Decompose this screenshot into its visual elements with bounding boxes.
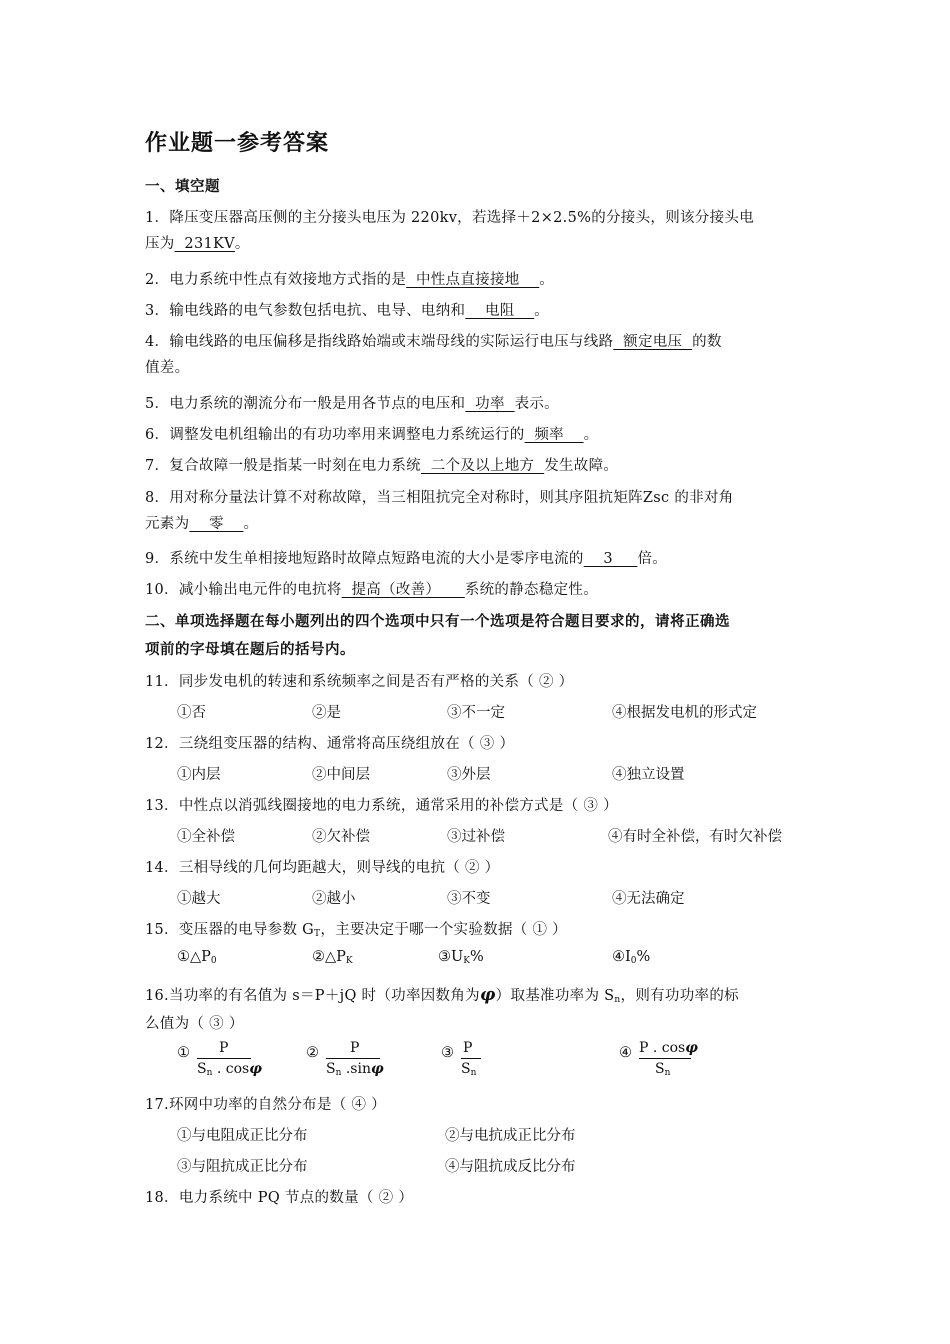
- answer-10: 提高（改善）: [341, 582, 465, 598]
- question-9: 9．系统中发生单相接地短路时故障点短路电流的大小是零序电流的 3 倍。: [145, 551, 668, 567]
- question-1-line-2: 压为 231KV。: [145, 236, 250, 252]
- q15-option-1: $①\triangle P_0$: [177, 949, 217, 966]
- q17-option-3: ③与阻抗成正比分布: [177, 1159, 308, 1175]
- q13-option-1: ①全补偿: [177, 829, 235, 845]
- q11-option-3: ③不一定: [447, 705, 505, 721]
- question-12: 12．三绕组变压器的结构、通常将高压绕组放在（ ③ ）: [145, 736, 515, 752]
- question-10: 10．减小输出电元件的电抗将 提高（改善） 系统的静态稳定性。: [145, 582, 599, 598]
- answer-5: 功率: [465, 396, 515, 412]
- question-4-line-2: 值差。: [145, 360, 190, 376]
- q14-option-1: ①越大: [177, 891, 221, 907]
- q15-option-4: $④I_0\%$: [612, 949, 651, 966]
- answer-7: 二个及以上地方: [420, 458, 545, 474]
- answer-9: 3: [583, 551, 638, 567]
- section-2-heading-line-1: 二、单项选择题在每小题列出的四个选项中只有一个选项是符合题目要求的，请将正确选: [145, 614, 730, 630]
- q12-option-2: ②中间层: [312, 767, 370, 783]
- q14-option-2: ②越小: [312, 891, 356, 907]
- question-16-line-1: 16.当功率的有名值为 s＝P＋jQ 时（功率因数角为φ）取基准功率为 $S_n$，则有功功率的标: [145, 985, 739, 1005]
- question-7: 7．复合故障一般是指某一时刻在电力系统 二个及以上地方 发生故障。: [145, 458, 619, 474]
- q17-option-4: ④与阻抗成反比分布: [445, 1159, 576, 1175]
- q17-option-2: ②与电抗成正比分布: [445, 1128, 576, 1144]
- question-11: 11．同步发电机的转速和系统频率之间是否有严格的关系（ ② ）: [145, 674, 574, 690]
- section-2-heading-line-2: 项前的字母填在题后的括号内。: [145, 642, 355, 658]
- question-2: 2．电力系统中性点有效接地方式指的是 中性点直接接地 。: [145, 272, 554, 288]
- q13-option-4: ④有时全补偿，有时欠补偿: [608, 829, 782, 845]
- q12-option-3: ③外层: [447, 767, 491, 783]
- q17-option-1: ①与电阻成正比分布: [177, 1128, 308, 1144]
- question-3: 3．输电线路的电气参数包括电抗、电导、电纳和 电阻 。: [145, 303, 550, 319]
- question-8-line-1: 8．用对称分量法计算不对称故障，当三相阻抗完全对称时，则其序阻抗矩阵Zsc 的非对角: [145, 490, 734, 506]
- question-14: 14．三相导线的几何均距越大，则导线的电抗（ ② ）: [145, 860, 500, 876]
- section-1-heading: 一、填空题: [145, 179, 220, 195]
- q13-option-3: ③过补偿: [447, 829, 505, 845]
- question-5: 5．电力系统的潮流分布一般是用各节点的电压和 功率 表示。: [145, 396, 559, 412]
- q12-option-1: ①内层: [177, 767, 221, 783]
- question-6: 6．调整发电机组输出的有功功率用来调整电力系统运行的 频率 。: [145, 427, 599, 443]
- document-page: 作业题一参考答案 一、填空题 1．降压变压器高压侧的主分接头电压为 220kv，若选择＋2×2.5%的分接头，则该分接头电 压为 231KV。 2．电力系统中性点有效接地方式指的是 中性点直接接地 。 3．输电线路的电气参数包括电抗、电导、电纳和 电阻 。 4．输电线路的电压偏移是指线路始端或末端母线的实际运行电压与线路 额定电压 的数 值差。 5．电力系统的潮流分布一般是用各节点的电压和 功率 表示。 6．调整发电机组输出的有功功率用来调整电力系统运行的 频率 。 7．复合故障一般是指某一时刻在电力系统 二个及以上地方 发生故障。 8．用对称分量法计算不对称故障，当三相阻抗完全对称时，则其序阻抗矩阵Zsc 的非对角 元素为 零 。 9．系统中发生单相接地短路时故障点短路电流的大小是零序电流的 3 倍。 10．减小输出电元件的电抗将 提高（改善） 系统的静态稳定性。 二、单项选择题在每小题列出的四个选项中只有一个选项是符合题目要求的，请将正确选 项前的字母填在题后的括号内。 11．同步发电机的转速和系统频率之间是否有严格的关系（ ② ） ①否 ②是 ③不一定 ④根据发电机的形式定 12．三绕组变压器的结构、通常将高压绕组放在（ ③ ） ①内层 ②中间层 ③外层 ④独立设置 13．中性点以消弧线圈接地的电力系统，通常采用的补偿方式是（ ③ ） ①全补偿 ②欠补偿 ③过补偿 ④有时全补偿，有时欠补偿 14．三相导线的几何均距越大，则导线的电抗（ ② ） ①越大 ②越小 ③不变 ④无法确定 15．变压器的电导参数 $G_T$，主要决定于哪一个实验数据（ ① ） $①\triangle P_0$ $②\triangle P_K$ $③U_K\%$ $④I_0\%$ 16.当功率的有名值为 s＝P＋jQ 时（功率因数角为φ）取基准功率为 $S_n$，则有功功率的标 么值为（ ③ ） ① P $S_n$ . cosφ ② P $S_n$ .sinφ ③ P $S_n$ ④ P . cosφ $S_n$ 17.环网中功率的自然分布是（ ④ ） ①与电阻成正比分布 ②与电抗成正比分布 ③与阻抗成正比分布 ④与阻抗成反比分布 18．电力系统中 PQ 节点的数量（ ② ）: [0, 0, 950, 1344]
- question-18: 18．电力系统中 PQ 节点的数量（ ② ）: [145, 1190, 414, 1206]
- answer-6: 频率: [524, 427, 584, 443]
- answer-3: 电阻: [465, 303, 535, 319]
- question-4-line-1: 4．输电线路的电压偏移是指线路始端或末端母线的实际运行电压与线路 额定电压 的数: [145, 334, 722, 350]
- page-title: 作业题一参考答案: [145, 131, 330, 156]
- q15-option-2: $②\triangle P_K$: [312, 949, 353, 966]
- question-15: 15．变压器的电导参数 $G_T$，主要决定于哪一个实验数据（ ① ）: [145, 922, 567, 939]
- q11-option-1: ①否: [177, 705, 206, 721]
- answer-8: 零: [189, 516, 244, 532]
- answer-2: 中性点直接接地: [406, 272, 540, 288]
- question-8-line-2: 元素为 零 。: [145, 516, 259, 532]
- q14-option-3: ③不变: [447, 891, 491, 907]
- q11-option-2: ②是: [312, 705, 341, 721]
- q15-option-3: $③U_K\%$: [438, 949, 484, 966]
- question-17: 17.环网中功率的自然分布是（ ④ ）: [145, 1097, 386, 1113]
- q12-option-4: ④独立设置: [612, 767, 685, 783]
- answer-4: 额定电压: [613, 334, 693, 350]
- answer-1: 231KV: [174, 236, 235, 252]
- q13-option-2: ②欠补偿: [312, 829, 370, 845]
- question-1-line-1: 1．降压变压器高压侧的主分接头电压为 220kv，若选择＋2×2.5%的分接头，则该分接头电: [145, 210, 754, 226]
- q14-option-4: ④无法确定: [612, 891, 685, 907]
- q11-option-4: ④根据发电机的形式定: [612, 705, 757, 721]
- question-16-line-2: 么值为（ ③ ）: [145, 1016, 244, 1032]
- question-13: 13．中性点以消弧线圈接地的电力系统，通常采用的补偿方式是（ ③ ）: [145, 798, 618, 814]
